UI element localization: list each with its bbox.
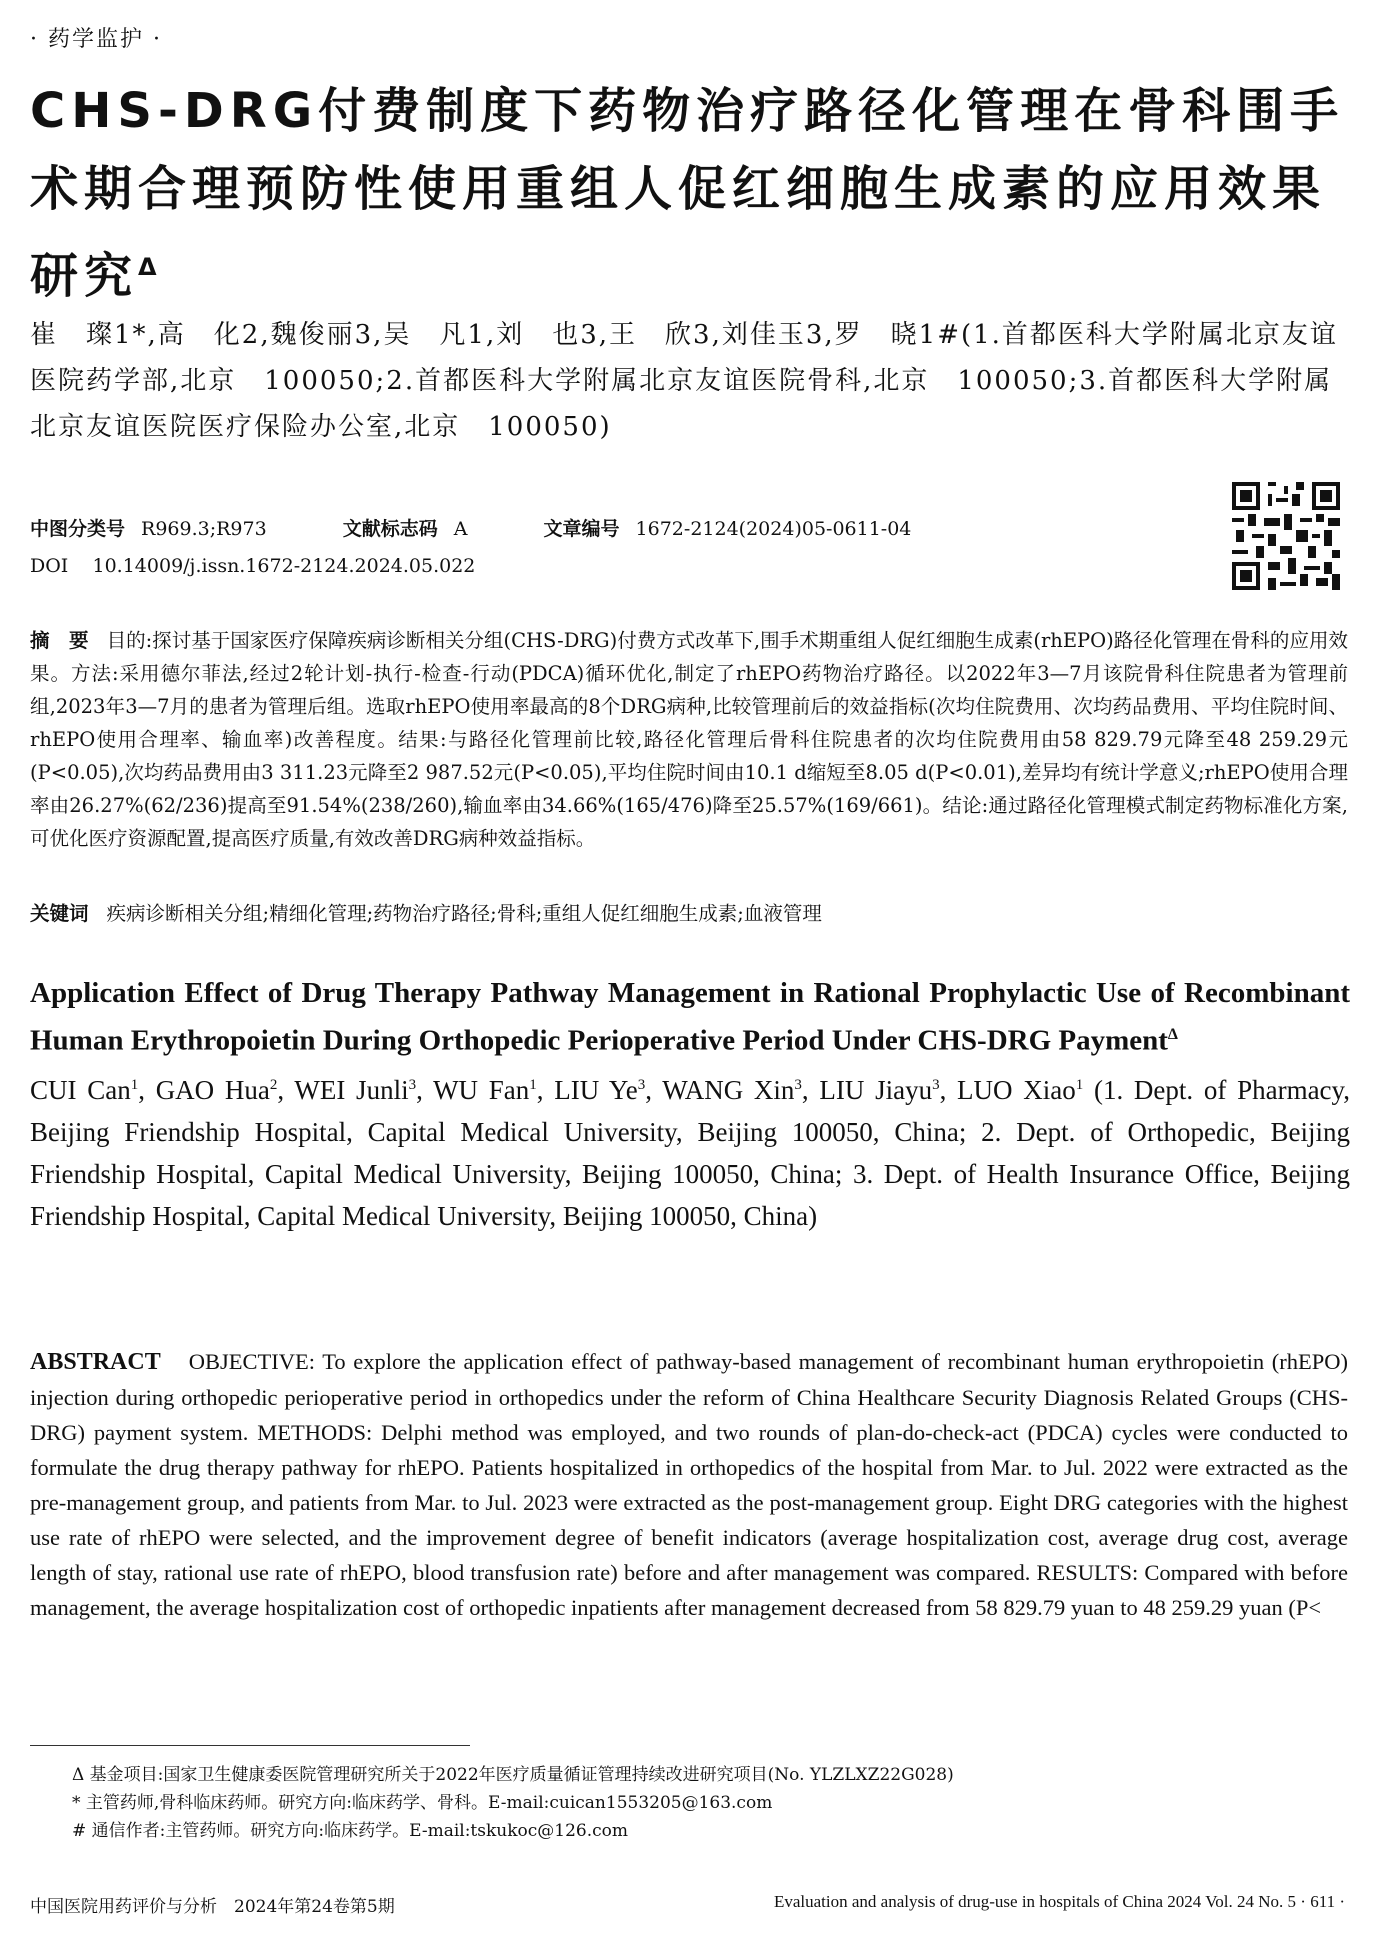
chinese-title-fund-mark: Δ	[138, 253, 163, 281]
chinese-keywords-text: 疾病诊断相关分组;精细化管理;药物治疗路径;骨科;重组人促红细胞生成素;血液管理	[106, 902, 822, 925]
english-authors	[30, 1064, 1350, 1237]
english-author: CUI Can$^1$,	[30, 1075, 156, 1105]
english-abstract-text: OBJECTIVE: To explore the application effect of pathway-based management of recombinant human erythropoietin (rhEPO) injection during orthopedic perioperative period in orthopedics under the reform of China Healthcare Security Diagnosis Related Groups (CHS-DRG) payment system. METHODS: Delphi method was employed, and two rounds of plan-do-check-act (PDCA) cycles were conducted to formulate the drug therapy pathway for rhEPO. Patients hospitalized in orthopedics of the hospital from Mar. to Jul. 2022 were extracted as the pre-management group, and patients from Mar. to Jul. 2023 were extracted as the post-management group. Eight DRG categories with the highest use rate of rhEPO were selected, and the improvement degree of benefit indicators (average hospitalization cost, average drug cost, average length of stay, rational use rate of rhEPO, blood transfusion rate) before and after management was compared. RESULTS: Compared with before management, the average hospitalization cost of orthopedic inpatients after management decreased from 58 829.79 yuan to 48 259.29 yuan (P<	[30, 1349, 1348, 1620]
article-no-value: 1672-2124(2024)05-0611-04	[635, 518, 912, 540]
english-author: LIU Ye$^3$,	[554, 1075, 663, 1105]
chinese-keywords	[30, 898, 1348, 926]
clc-label: 中图分类号	[30, 518, 126, 540]
english-abstract-label: ABSTRACT	[30, 1349, 161, 1375]
english-author: GAO Hua$^2$,	[155, 1075, 295, 1105]
classification-line	[30, 514, 911, 541]
section-tag: · 药学监护 ·	[30, 27, 162, 52]
english-abstract	[30, 1344, 1348, 1625]
doi-value: 10.14009/j.issn.1672-2124.2024.05.022	[92, 555, 476, 577]
english-title	[30, 972, 1350, 1062]
footnote-fund: Δ 基金项目:国家卫生健康委医院管理研究所关于2022年医疗质量循证管理持续改进研究项目(No. YLZLXZ22G028)	[72, 1765, 954, 1785]
english-author: WEI Junli$^3$,	[294, 1075, 434, 1105]
chinese-title	[30, 72, 1350, 315]
english-author: WANG Xin$^3$,	[662, 1075, 820, 1105]
chinese-title-text: CHS-DRG付费制度下药物治疗路径化管理在骨科围手术期合理预防性使用重组人促红细胞生成素的应用效果研究	[30, 83, 1345, 304]
article-no-label: 文章编号	[543, 518, 620, 540]
chinese-abstract	[30, 624, 1348, 855]
chinese-authors: 崔 璨1*,高 化2,魏俊丽3,吴 凡1,刘 也3,王 欣3,刘佳玉3,罗 晓1#(1.首都医科大学附属北京友谊医院药学部,北京 100050;2.首都医科大学附属北京友谊医院骨科,北京 100050;3.首都医科大学附属北京友谊医院医疗保险办公室,北京 100050)	[30, 320, 1338, 442]
footnote-first-author: * 主管药师,骨科临床药师。研究方向:临床药学、骨科。E-mail:cuican1553205@163.com	[72, 1793, 773, 1813]
footnote-corresponding-author: # 通信作者:主管药师。研究方向:临床药学。E-mail:tskukoc@126.com	[72, 1821, 629, 1841]
english-author-list	[30, 1075, 1094, 1105]
doc-code-value: A	[453, 518, 468, 540]
english-title-fund-mark: Δ	[1167, 1026, 1178, 1043]
english-author: WU Fan$^1$,	[433, 1075, 555, 1105]
doi-line	[30, 555, 475, 577]
doc-code-label: 文献标志码	[342, 518, 438, 540]
english-title-text: Application Effect of Drug Therapy Pathway Management in Rational Prophylactic Use of Recombinant Human Erythropoietin During Orthopedic Perioperative Period Under CHS-DRG Payment	[30, 977, 1350, 1057]
chinese-abstract-text: 目的:探讨基于国家医疗保障疾病诊断相关分组(CHS-DRG)付费方式改革下,围手术期重组人促红细胞生成素(rhEPO)路径化管理在骨科的应用效果。方法:采用德尔菲法,经过2轮计划-执行-检查-行动(PDCA)循环优化,制定了rhEPO药物治疗路径。以2022年3—7月该院骨科住院患者为管理前组,2023年3—7月的患者为管理后组。选取rhEPO使用率最高的8个DRG病种,比较管理前后的效益指标(次均住院费用、次均药品费用、平均住院时间、rhEPO使用合理率、输血率)改善程度。结果:与路径化管理前比较,路径化管理后骨科住院患者的次均住院费用由58 829.79元降至48 259.29元(P<0.05),次均药品费用由3 311.23元降至2 987.52元(P<0.05),平均住院时间由10.1 d缩短至8.05 d(P<0.01),差异均有统计学意义;rhEPO使用合理率由26.27%(62/236)提高至91.54%(238/260),输血率由34.66%(165/476)降至25.57%(169/661)。结论:通过路径化管理模式制定药物标准化方案,可优化医疗资源配置,提高医疗质量,有效改善DRG病种效益指标。	[30, 629, 1348, 850]
english-affiliations: (1. Dept. of Pharmacy, Beijing Friendship Hospital, Capital Medical University, Beijing 100050, China; 2. Dept. of Orthopedic, Beijing Friendship Hospital, Capital Medical University, Beijing 100050, China; 3. Dept. of Health Insurance Office, Beijing Friendship Hospital, Capital Medical University, Beijing 100050, China)	[30, 1075, 1351, 1231]
clc-value: R969.3;R973	[141, 518, 267, 540]
chinese-abstract-label: 摘 要	[30, 629, 89, 652]
qr-code-icon[interactable]	[1232, 482, 1340, 590]
footer-journal-cn: 中国医院用药评价与分析 2024年第24卷第5期	[30, 1897, 395, 1917]
english-author: LUO Xiao$^1$	[957, 1075, 1084, 1105]
footnote-divider	[30, 1745, 470, 1746]
footer-journal-en: Evaluation and analysis of drug-use in hospitals of China 2024 Vol. 24 No. 5 · 611 ·	[773, 1892, 1345, 1911]
doi-label: DOI	[30, 555, 69, 577]
chinese-keywords-label: 关键词	[30, 902, 89, 925]
english-author: LIU Jiayu$^3$,	[819, 1075, 958, 1105]
